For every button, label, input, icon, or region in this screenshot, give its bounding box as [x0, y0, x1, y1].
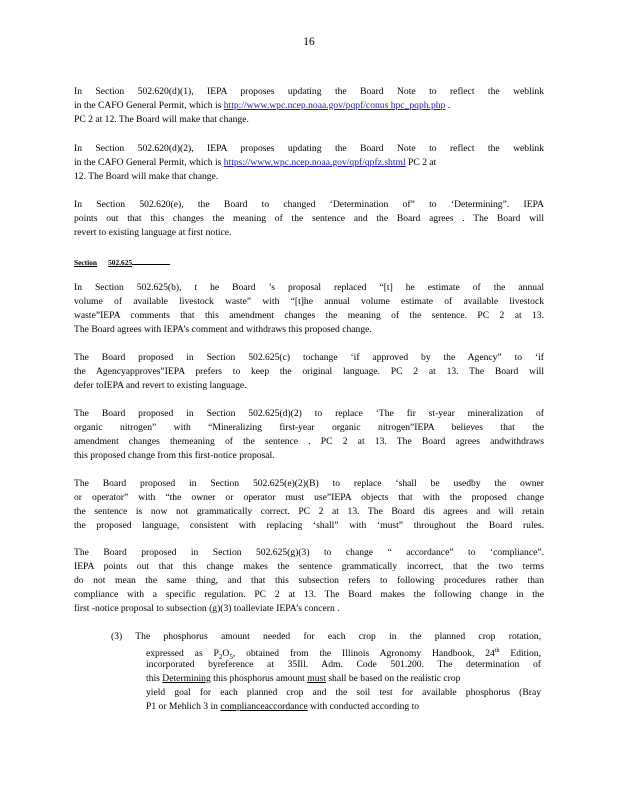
paragraph-line: 12. The Board will make that change. [74, 171, 219, 182]
text-span: . [445, 100, 451, 111]
rule-line [146, 673, 541, 685]
text-span: PC 2 at [405, 157, 437, 168]
subscript: 2 [218, 653, 223, 662]
paragraph-line: In Section 502.620(d)(2), IEPA proposes updating the Board Note to reflect the weblink [74, 143, 544, 154]
rule-line: (3) The phosphorus amount needed for each crop in the planned crop rotation, [111, 631, 541, 642]
weblink-qpfz[interactable]: https://www.wpc.ncep.noaa.gov/qpf/qpfz.shtml [223, 157, 406, 168]
text-span: with conducted according to [307, 701, 420, 712]
paragraph-line: In Section 502.620(e), the Board to changed ‘Determination of” to ‘Determining”. IEPA [74, 199, 544, 210]
paragraph-line: organic nitrogen” with “Mineralizing first-year organic nitrogen”IEPA believes that the [74, 422, 544, 433]
paragraph-line: compliance with a specific regulation. PC 2 at 13. The Board makes the following change in the [74, 589, 544, 600]
paragraph-line: the sentence is now not grammatically correct. PC 2 at 13. The Board dis agrees and will retain [74, 506, 544, 517]
text-span: , obtained from the Illinois Agronomy Handbook, 24 [232, 648, 495, 660]
paragraph-line: this proposed change from this first-notice proposal. [74, 450, 275, 461]
weblink-conus[interactable]: http://www.wpc.ncep.noaa.gov/pqpf/conus hpc_pqph.php [223, 100, 446, 111]
text-span: P1 or Mehlich 3 in [146, 701, 221, 712]
paragraph-line: PC 2 at 12. The Board will make that change. [74, 114, 249, 125]
text-span: in the CAFO General Permit, which is [74, 100, 224, 111]
paragraph-line: IEPA points out that this change makes the sentence grammatically incorrect, that the two terms [74, 561, 544, 572]
page-number: 16 [303, 36, 315, 48]
paragraph-line: first -notice proposal to subsection (g)(3) toalleviate IEPA’s concern . [74, 603, 340, 614]
paragraph-line: The Board proposed in Section 502.625(d)(2) to replace ‘The fir st-year mineralization of [74, 408, 544, 419]
inserted-text: complianceaccordance [220, 701, 308, 712]
superscript: th [494, 648, 500, 654]
section-number: 502.625 [108, 258, 133, 267]
paragraph-line: The Board agrees with IEPA’s comment and withdraws this proposed change. [74, 324, 372, 335]
inserted-text: Determining [162, 673, 211, 684]
paragraph-line: or operator” with “the owner or operator must use”IEPA objects that with the proposed change [74, 492, 544, 503]
paragraph-line: The Board proposed in Section 502.625(e)(2)(B) to replace ‘shall be usedby the owner [74, 478, 544, 489]
section-heading [74, 256, 544, 269]
rule-line: yield goal for each planned crop and the soil test for available phosphorus (Bray [146, 687, 541, 698]
paragraph-line: The Board proposed in Section 502.625(c) tochange ‘if approved by the Agency” to ‘if [74, 352, 544, 363]
paragraph-line: volume of available livestock waste” with “[t]he annual volume estimate of available livestock [74, 296, 544, 307]
inserted-text: must [307, 673, 326, 684]
text-span: O [222, 648, 230, 660]
subscript: 5 [229, 653, 233, 662]
text-span: shall be based on the realistic crop [325, 673, 461, 684]
text-span: Edition, [499, 648, 541, 660]
heading-underline [132, 256, 170, 265]
paragraph-line: The Board proposed in Section 502.625(g)(3) to change “ accordance” to ‘compliance”. [74, 547, 544, 558]
rule-line [146, 701, 541, 713]
text-span: in the CAFO General Permit, which is [74, 157, 224, 168]
paragraph-line: In Section 502.620(d)(1), IEPA proposes updating the Board Note to reflect the weblink [74, 86, 544, 97]
paragraph-line: amendment changes themeaning of the sentence . PC 2 at 13. The Board agrees andwithdraws [74, 436, 544, 447]
rule-line: incorporated byreference at 35Ill. Adm. Code 501.200. The determination of [146, 659, 541, 670]
paragraph-line: revert to existing language at first notice. [74, 227, 232, 238]
paragraph-line: points out that this changes the meaning of the sentence and the Board agrees . The Board will [74, 213, 544, 224]
section-label: Section [74, 258, 97, 267]
paragraph-line [74, 157, 544, 169]
text-span: this [146, 673, 163, 684]
paragraph-line: the proposed language, consistent with replacing ‘shall” with ‘must” throughout the Board rules. [74, 520, 544, 531]
text-span: expressed as P [146, 648, 219, 660]
text-span: this phosphorus amount [210, 673, 308, 684]
paragraph-line: waste”IEPA comments that this amendment changes the meaning of the sentence. PC 2 at 13. [74, 310, 544, 321]
paragraph-line [74, 100, 544, 112]
paragraph-line: In Section 502.625(b), t he Board ’s proposal replaced “[t] he estimate of the annual [74, 282, 544, 293]
paragraph-line: defer toIEPA and revert to existing language. [74, 380, 247, 391]
paragraph-line: the Agencyapproves”IEPA prefers to keep the original language. PC 2 at 13. The Board will [74, 366, 544, 377]
paragraph-line: do not mean the same thing, and that this subsection refers to following procedures rather than [74, 575, 544, 586]
